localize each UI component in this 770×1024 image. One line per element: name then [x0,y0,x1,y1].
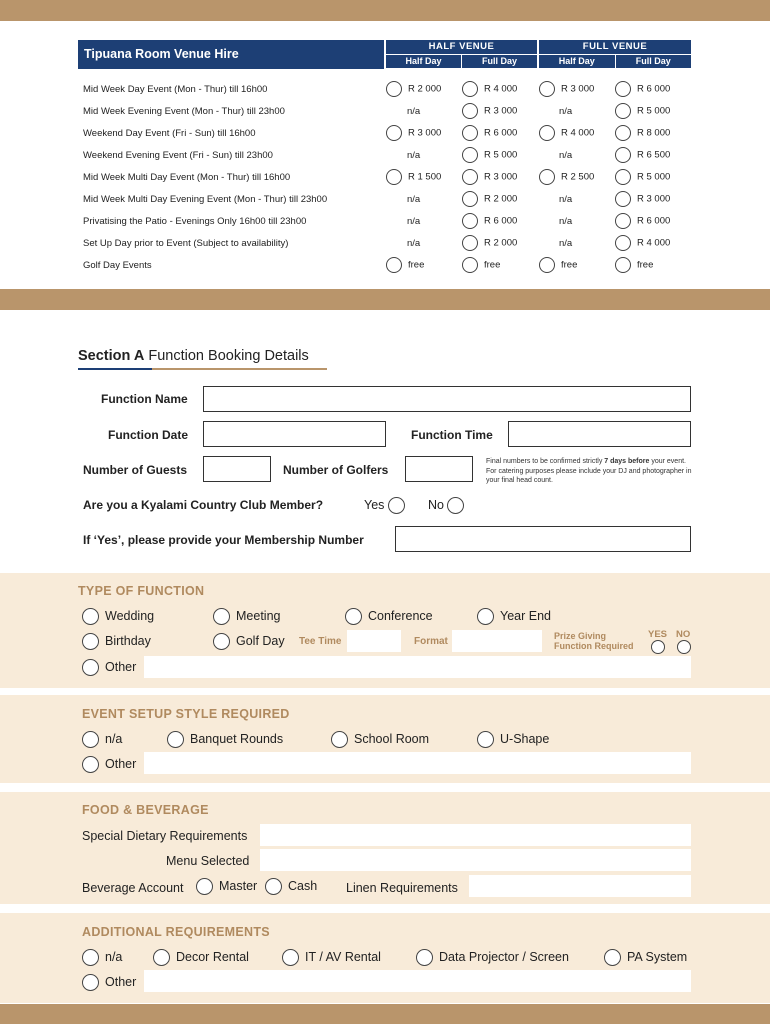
number-of-golfers-label: Number of Golfers [283,463,389,477]
menu-selected-input[interactable] [260,849,691,871]
additional-other-option[interactable] [82,974,136,991]
section-a-heading [78,348,309,364]
u-shape-radio[interactable] [477,731,494,748]
venue-price-value: R 3 000 [637,193,671,205]
pa-system-option[interactable] [604,949,687,966]
venue-price-value: R 8 000 [637,127,671,139]
half-venue-label: HALF VENUE [386,40,537,54]
venue-price-option[interactable] [462,125,517,141]
venue-row-label: Weekend Day Event (Fri - Sun) till 16h00 [83,128,256,139]
golf-day-radio[interactable] [213,633,230,650]
decor-rental-option[interactable] [153,949,249,966]
venue-price-value: R 4 000 [484,83,518,95]
venue-price-radio[interactable] [615,213,631,229]
venue-price-option[interactable] [462,235,517,251]
dietary-input[interactable] [260,824,691,846]
venue-row-label: Set Up Day prior to Event (Subject to availability) [83,238,289,249]
venue-price-option[interactable] [615,191,670,207]
venue-price-radio[interactable] [386,169,402,185]
event-setup-title: EVENT SETUP STYLE REQUIRED [82,707,290,721]
member-no-radio[interactable] [447,497,464,514]
tee-time-input[interactable] [347,630,401,652]
venue-price-na: n/a [559,150,573,161]
venue-price-radio[interactable] [386,257,402,273]
venue-price-value: R 5 000 [637,105,671,117]
venue-price-option[interactable] [615,169,670,185]
venue-price-value: R 3 000 [484,171,518,183]
additional-na-label: n/a [105,949,123,964]
venue-price-option[interactable] [386,125,441,141]
setup-other-input[interactable] [144,752,691,774]
venue-price-radio[interactable] [462,125,478,141]
data-projector-option[interactable] [416,949,569,966]
venue-price-value: R 5 000 [637,171,671,183]
venue-price-radio[interactable] [462,213,478,229]
function-other-input[interactable] [144,656,691,678]
venue-price-value: free [637,259,654,271]
venue-price-value: R 6 000 [484,215,518,227]
section-a-underline-tan [152,368,327,370]
setup-other-option[interactable] [82,756,136,773]
venue-price-option[interactable] [615,213,670,229]
function-other-option[interactable] [82,659,136,676]
venue-row-label: Mid Week Day Event (Mon - Thur) till 16h00 [83,84,268,95]
beverage-account-label: Beverage Account [82,881,184,895]
venue-price-option[interactable] [462,169,517,185]
venue-price-radio[interactable] [462,191,478,207]
wedding-label: Wedding [105,608,155,623]
format-input[interactable] [452,630,542,652]
venue-price-value: R 6 000 [637,215,671,227]
format-label: Format [414,636,448,647]
venue-price-value: R 3 000 [561,83,595,95]
venue-price-option[interactable] [462,103,517,119]
venue-price-radio[interactable] [615,235,631,251]
school-room-radio[interactable] [331,731,348,748]
venue-price-na: n/a [407,194,421,205]
venue-table-title: Tipuana Room Venue Hire [78,40,384,69]
venue-price-na: n/a [559,216,573,227]
additional-other-label: Other [105,974,137,989]
setup-u-shape-option[interactable] [477,731,549,748]
menu-selected-label: Menu Selected [166,854,250,868]
venue-price-option[interactable] [539,125,594,141]
venue-price-option[interactable] [539,169,594,185]
it-av-rental-option[interactable] [282,949,381,966]
function-name-label: Function Name [101,392,188,406]
venue-price-value: free [561,259,578,271]
banquet-radio[interactable] [167,731,184,748]
venue-price-radio[interactable] [386,125,402,141]
venue-price-radio[interactable] [539,169,555,185]
top-decorative-bar [0,0,770,21]
wedding-radio[interactable] [82,608,99,625]
meeting-radio[interactable] [213,608,230,625]
member-question-label: Are you a Kyalami Country Club Member? [83,498,324,512]
prize-giving-label: Prize Giving Function Required [554,631,634,651]
venue-price-option[interactable] [615,147,670,163]
full-venue-full-day: Full Day [616,55,692,68]
banquet-label: Banquet Rounds [190,731,284,746]
half-venue-header [386,40,537,69]
conference-radio[interactable] [345,608,362,625]
venue-price-value: R 1 500 [408,171,442,183]
venue-price-na: n/a [407,238,421,249]
function-time-input[interactable] [508,421,691,447]
master-label: Master [219,878,258,893]
section-a-title: Function Booking Details [148,348,309,364]
venue-price-option[interactable] [615,81,670,97]
venue-price-na: n/a [407,150,421,161]
venue-price-radio[interactable] [462,81,478,97]
member-yes-radio[interactable] [388,497,405,514]
beverage-master-option[interactable] [196,878,257,895]
venue-price-radio[interactable] [462,147,478,163]
section-a-underline-navy [78,368,152,370]
venue-row-label: Mid Week Evening Event (Mon - Thur) till 23h00 [83,106,285,117]
function-time-label: Function Time [411,428,493,442]
middle-decorative-bar [0,289,770,310]
venue-price-value: free [484,259,501,271]
number-of-golfers-input[interactable] [405,456,473,482]
function-golf-day-option[interactable] [213,633,285,650]
prize-no-label: NO [676,629,691,640]
additional-na-radio[interactable] [82,949,99,966]
prize-no-radio[interactable] [677,640,691,654]
golf-day-label: Golf Day [236,633,285,648]
venue-price-na: n/a [407,106,421,117]
venue-price-option[interactable] [462,81,517,97]
setup-banquet-option[interactable] [167,731,283,748]
venue-price-radio[interactable] [615,147,631,163]
membership-number-label: If ‘Yes’, please provide your Membership Number [83,533,364,547]
u-shape-label: U-Shape [500,731,550,746]
additional-other-radio[interactable] [82,974,99,991]
member-no-option[interactable] [428,497,470,514]
prize-yes-label: YES [648,629,668,640]
venue-row-label: Weekend Evening Event (Fri - Sun) till 23h00 [83,150,273,161]
full-venue-header [539,40,691,69]
venue-price-radio[interactable] [615,257,631,273]
cash-radio[interactable] [265,878,282,895]
venue-price-na: n/a [407,216,421,227]
venue-price-value: R 2 000 [484,237,518,249]
setup-na-label: n/a [105,731,123,746]
function-date-label: Function Date [108,428,188,442]
member-no-label: No [428,497,444,512]
venue-price-option[interactable] [462,191,517,207]
pa-system-radio[interactable] [604,949,621,966]
membership-number-input[interactable] [395,526,691,552]
venue-price-value: R 6 000 [484,127,518,139]
member-yes-label: Yes [364,497,385,512]
conference-label: Conference [368,608,433,623]
final-numbers-note: Final numbers to be confirmed strictly 7 days before your event. For catering purposes please include your DJ and photographer in your final head count. [486,458,692,484]
food-beverage-title: FOOD & BEVERAGE [82,803,209,817]
venue-price-option[interactable] [462,147,517,163]
venue-price-option[interactable] [539,81,594,97]
venue-price-value: R 6 500 [637,149,671,161]
it-av-rental-label: IT / AV Rental [305,949,381,964]
venue-price-value: R 5 000 [484,149,518,161]
venue-price-value: R 4 000 [637,237,671,249]
venue-price-value: R 2 000 [408,83,442,95]
number-of-guests-label: Number of Guests [83,463,188,477]
tee-time-label: Tee Time [299,636,342,647]
venue-price-radio[interactable] [462,257,478,273]
member-yes-option[interactable] [364,497,411,514]
meeting-label: Meeting [236,608,281,623]
venue-price-option[interactable] [386,257,424,273]
year-end-label: Year End [500,608,551,623]
venue-price-option[interactable] [615,257,653,273]
venue-price-option[interactable] [615,235,670,251]
additional-other-input[interactable] [144,970,691,992]
venue-price-radio[interactable] [539,125,555,141]
birthday-radio[interactable] [82,633,99,650]
venue-price-option[interactable] [615,103,670,119]
venue-price-value: R 3 000 [484,105,518,117]
data-projector-radio[interactable] [416,949,433,966]
function-meeting-option[interactable] [213,608,280,625]
venue-price-value: free [408,259,425,271]
venue-price-na: n/a [559,106,573,117]
venue-price-radio[interactable] [615,103,631,119]
setup-na-radio[interactable] [82,731,99,748]
venue-row-label: Golf Day Events [83,260,152,271]
function-wedding-option[interactable] [82,608,154,625]
additional-title: ADDITIONAL REQUIREMENTS [82,925,270,939]
venue-price-radio[interactable] [615,81,631,97]
venue-price-radio[interactable] [615,125,631,141]
setup-school-room-option[interactable] [331,731,429,748]
venue-price-na: n/a [559,194,573,205]
venue-price-value: R 2 500 [561,171,595,183]
venue-price-radio[interactable] [615,169,631,185]
beverage-cash-option[interactable] [265,878,317,895]
venue-price-radio[interactable] [462,169,478,185]
venue-price-value: R 3 000 [408,127,442,139]
setup-other-radio[interactable] [82,756,99,773]
number-of-guests-input[interactable] [203,456,271,482]
venue-price-option[interactable] [462,257,500,273]
function-name-input[interactable] [203,386,691,412]
venue-price-value: R 6 000 [637,83,671,95]
function-birthday-option[interactable] [82,633,151,650]
full-venue-half-day: Half Day [539,55,615,68]
half-venue-full-day: Full Day [462,55,537,68]
full-venue-label: FULL VENUE [539,40,691,54]
linen-input[interactable] [469,875,691,897]
dietary-label: Special Dietary Requirements [82,829,248,843]
it-av-rental-radio[interactable] [282,949,299,966]
function-year-end-option[interactable] [477,608,551,625]
master-radio[interactable] [196,878,213,895]
bottom-decorative-bar [0,1004,770,1024]
year-end-radio[interactable] [477,608,494,625]
venue-price-option[interactable] [462,213,517,229]
venue-price-value: R 2 000 [484,193,518,205]
venue-price-option[interactable] [539,257,577,273]
venue-price-option[interactable] [386,169,441,185]
venue-price-na: n/a [559,238,573,249]
venue-price-option[interactable] [615,125,670,141]
function-date-input[interactable] [203,421,386,447]
type-of-function-title: TYPE OF FUNCTION [78,584,205,598]
function-conference-option[interactable] [345,608,433,625]
school-room-label: School Room [354,731,430,746]
function-other-radio[interactable] [82,659,99,676]
decor-rental-label: Decor Rental [176,949,249,964]
venue-price-option[interactable] [386,81,441,97]
venue-row-label: Mid Week Multi Day Evening Event (Mon - Thur) till 23h00 [83,194,328,205]
venue-price-radio[interactable] [539,81,555,97]
linen-label: Linen Requirements [346,881,458,895]
venue-row-label: Mid Week Multi Day Event (Mon - Thur) till 16h00 [83,172,291,183]
venue-price-radio[interactable] [539,257,555,273]
data-projector-label: Data Projector / Screen [439,949,569,964]
prize-yes-radio[interactable] [651,640,665,654]
venue-price-radio[interactable] [462,235,478,251]
venue-price-radio[interactable] [462,103,478,119]
venue-price-radio[interactable] [386,81,402,97]
additional-na-option[interactable] [82,949,122,966]
setup-na-option[interactable] [82,731,122,748]
venue-row-label: Privatising the Patio - Evenings Only 16h00 till 23h00 [83,216,307,227]
venue-price-radio[interactable] [615,191,631,207]
half-venue-half-day: Half Day [386,55,461,68]
decor-rental-radio[interactable] [153,949,170,966]
setup-other-label: Other [105,756,137,771]
function-other-label: Other [105,659,137,674]
venue-price-value: R 4 000 [561,127,595,139]
pa-system-label: PA System [627,949,688,964]
cash-label: Cash [288,878,318,893]
section-a-label: Section A [78,348,145,364]
birthday-label: Birthday [105,633,151,648]
